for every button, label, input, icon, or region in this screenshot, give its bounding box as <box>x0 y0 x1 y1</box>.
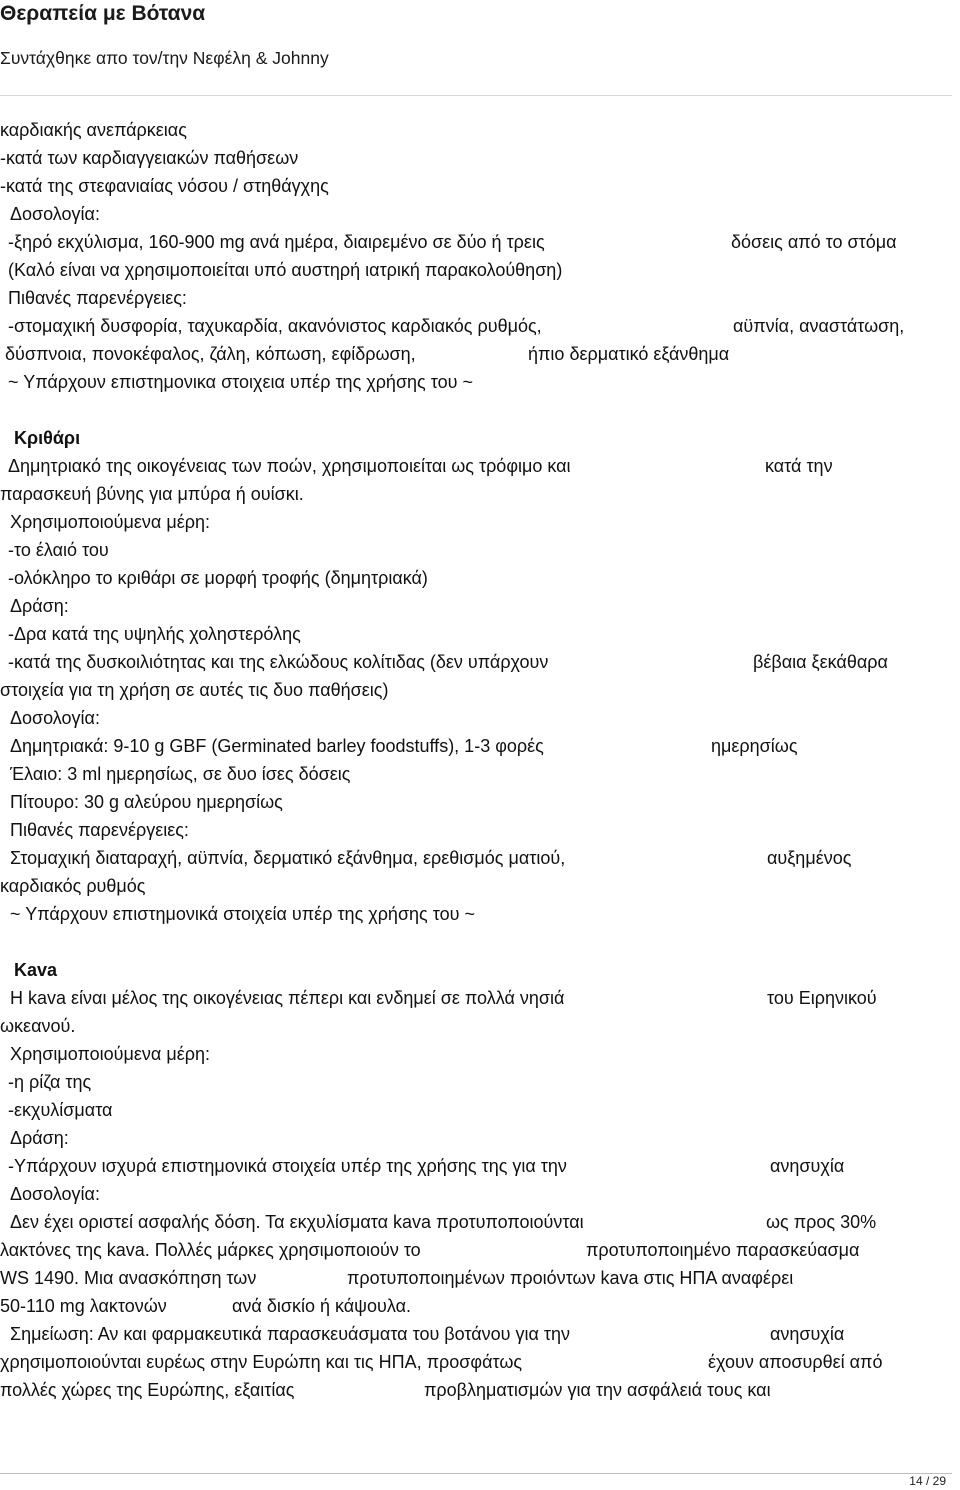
text-line: -εκχυλίσματα <box>8 1100 113 1120</box>
text-line: -Δρα κατά της υψηλής χοληστερόλης <box>8 624 301 644</box>
text-line: ωκεανού. <box>0 1016 76 1036</box>
text-line: Δημητριακά: 9-10 g GBF (Germinated barley foodstuffs), 1-3 φορές <box>10 736 544 756</box>
text-line: Χρησιμοποιούμενα μέρη: <box>10 1044 210 1064</box>
footer-divider <box>0 1473 952 1474</box>
text-line: ~ Υπάρχουν επιστημονικα στοιχεια υπέρ της χρήσης του ~ <box>8 372 473 392</box>
text-line: παρασκευή βύνης για μπύρα ή ουίσκι. <box>0 484 304 504</box>
text-line: WS 1490. Μια ανασκόπηση των <box>0 1268 257 1288</box>
text-line: Έλαιο: 3 ml ημερησίως, σε δυο ίσες δόσεις <box>10 764 351 784</box>
text-line: κατά την <box>765 456 833 476</box>
text-line: -Υπάρχουν ισχυρά επιστημονικά στοιχεία υπέρ της χρήσης της για την <box>8 1156 567 1176</box>
text-line: ανησυχία <box>770 1324 845 1344</box>
text-line: Δεν έχει οριστεί ασφαλής δόση. Τα εκχυλίσματα kava προτυποποιούνται <box>10 1212 584 1232</box>
text-line: δύσπνοια, πονοκέφαλος, ζάλη, κόπωση, εφίδρωση, <box>5 344 416 364</box>
text-line: ήπιο δερματικό εξάνθημα <box>528 344 730 364</box>
text-line: (Καλό είναι να χρησιμοποιείται υπό αυστηρή ιατρική παρακολούθηση) <box>8 260 563 280</box>
text-line: δόσεις από το στόμα <box>731 232 897 252</box>
text-line: Δοσολογία: <box>10 1184 100 1204</box>
text-line: Πίτουρο: 30 g αλεύρου ημερησίως <box>10 792 283 812</box>
header-divider <box>0 95 952 96</box>
text-line: στοιχεία για τη χρήση σε αυτές τις δυο παθήσεις) <box>0 680 389 700</box>
text-line: αϋπνία, αναστάτωση, <box>733 316 905 336</box>
section-heading: Κριθάρι <box>14 428 81 448</box>
text-line: Δημητριακό της οικογένειας των ποών, χρησιμοποιείται ως τρόφιμο και <box>8 456 571 476</box>
text-line: Δοσολογία: <box>10 204 100 224</box>
text-line: ως προς 30% <box>766 1212 877 1232</box>
text-line: Δράση: <box>10 596 69 616</box>
page-number: 14 / 29 <box>909 1474 946 1488</box>
text-line: Χρησιμοποιούμενα μέρη: <box>10 512 210 532</box>
section-heading: Kava <box>14 960 58 980</box>
text-line: καρδιακός ρυθμός <box>0 876 146 896</box>
text-line: προτυποποιημένο παρασκεύασμα <box>586 1240 860 1260</box>
text-line: του Ειρηνικού <box>767 988 877 1008</box>
text-line: προτυποποιημένων προιόντων kava στις ΗΠΑ αναφέρει <box>347 1268 794 1288</box>
text-line: Η kava είναι μέλος της οικογένειας πέπερι και ενδημεί σε πολλά νησιά <box>10 988 565 1008</box>
document-subtitle: Συντάχθηκε απο τον/την Νεφέλη & Johnny <box>0 48 329 68</box>
text-line: Πιθανές παρενέργειες: <box>8 288 187 308</box>
text-line: Δράση: <box>10 1128 69 1148</box>
text-line: -κατά των καρδιαγγειακών παθήσεων <box>0 148 299 168</box>
text-line: -ολόκληρο το κριθάρι σε μορφή τροφής (δημητριακά) <box>8 568 428 588</box>
document-title: Θεραπεία με Βότανα <box>0 2 206 25</box>
text-line: ανά δισκίο ή κάψουλα. <box>232 1296 411 1316</box>
text-line: ~ Υπάρχουν επιστημονικά στοιχεία υπέρ της χρήσης του ~ <box>10 904 475 924</box>
text-line: λακτόνες της kava. Πολλές μάρκες χρησιμοποιούν το <box>0 1240 421 1260</box>
text-line: προβληματισμών για την ασφάλειά τους και <box>424 1380 771 1400</box>
text-line: -κατά της δυσκοιλιότητας και της ελκώδους κολίτιδας (δεν υπάρχουν <box>8 652 549 672</box>
text-line: -ξηρό εκχύλισμα, 160-900 mg ανά ημέρα, διαιρεμένο σε δύο ή τρεις <box>8 232 545 252</box>
text-line: αυξημένος <box>767 848 852 868</box>
text-line: Πιθανές παρενέργειες: <box>10 820 189 840</box>
text-line: -κατά της στεφανιαίας νόσου / στηθάγχης <box>0 176 329 196</box>
text-line: χρησιμοποιούνται ευρέως στην Ευρώπη και τις ΗΠΑ, προσφάτως <box>0 1352 523 1372</box>
text-line: 50-110 mg λακτονών <box>0 1296 167 1316</box>
text-line: Σημείωση: Αν και φαρμακευτικά παρασκευάσματα του βοτάνου για την <box>10 1324 571 1344</box>
text-line: ημερησίως <box>711 736 798 756</box>
text-line: Στομαχική διαταραχή, αϋπνία, δερματικό εξάνθημα, ερεθισμός ματιού, <box>10 848 566 868</box>
text-line: -η ρίζα της <box>8 1072 92 1092</box>
text-line: -το έλαιό του <box>8 540 109 560</box>
text-line: καρδιακής ανεπάρκειας <box>0 120 187 140</box>
text-line: πολλές χώρες της Ευρώπης, εξαιτίας <box>0 1380 295 1400</box>
text-line: βέβαια ξεκάθαρα <box>753 652 888 672</box>
text-line: έχουν αποσυρθεί από <box>708 1352 883 1372</box>
text-line: ανησυχία <box>770 1156 845 1176</box>
text-line: -στομαχική δυσφορία, ταχυκαρδία, ακανόνιστος καρδιακός ρυθμός, <box>8 316 542 336</box>
text-line: Δοσολογία: <box>10 708 100 728</box>
